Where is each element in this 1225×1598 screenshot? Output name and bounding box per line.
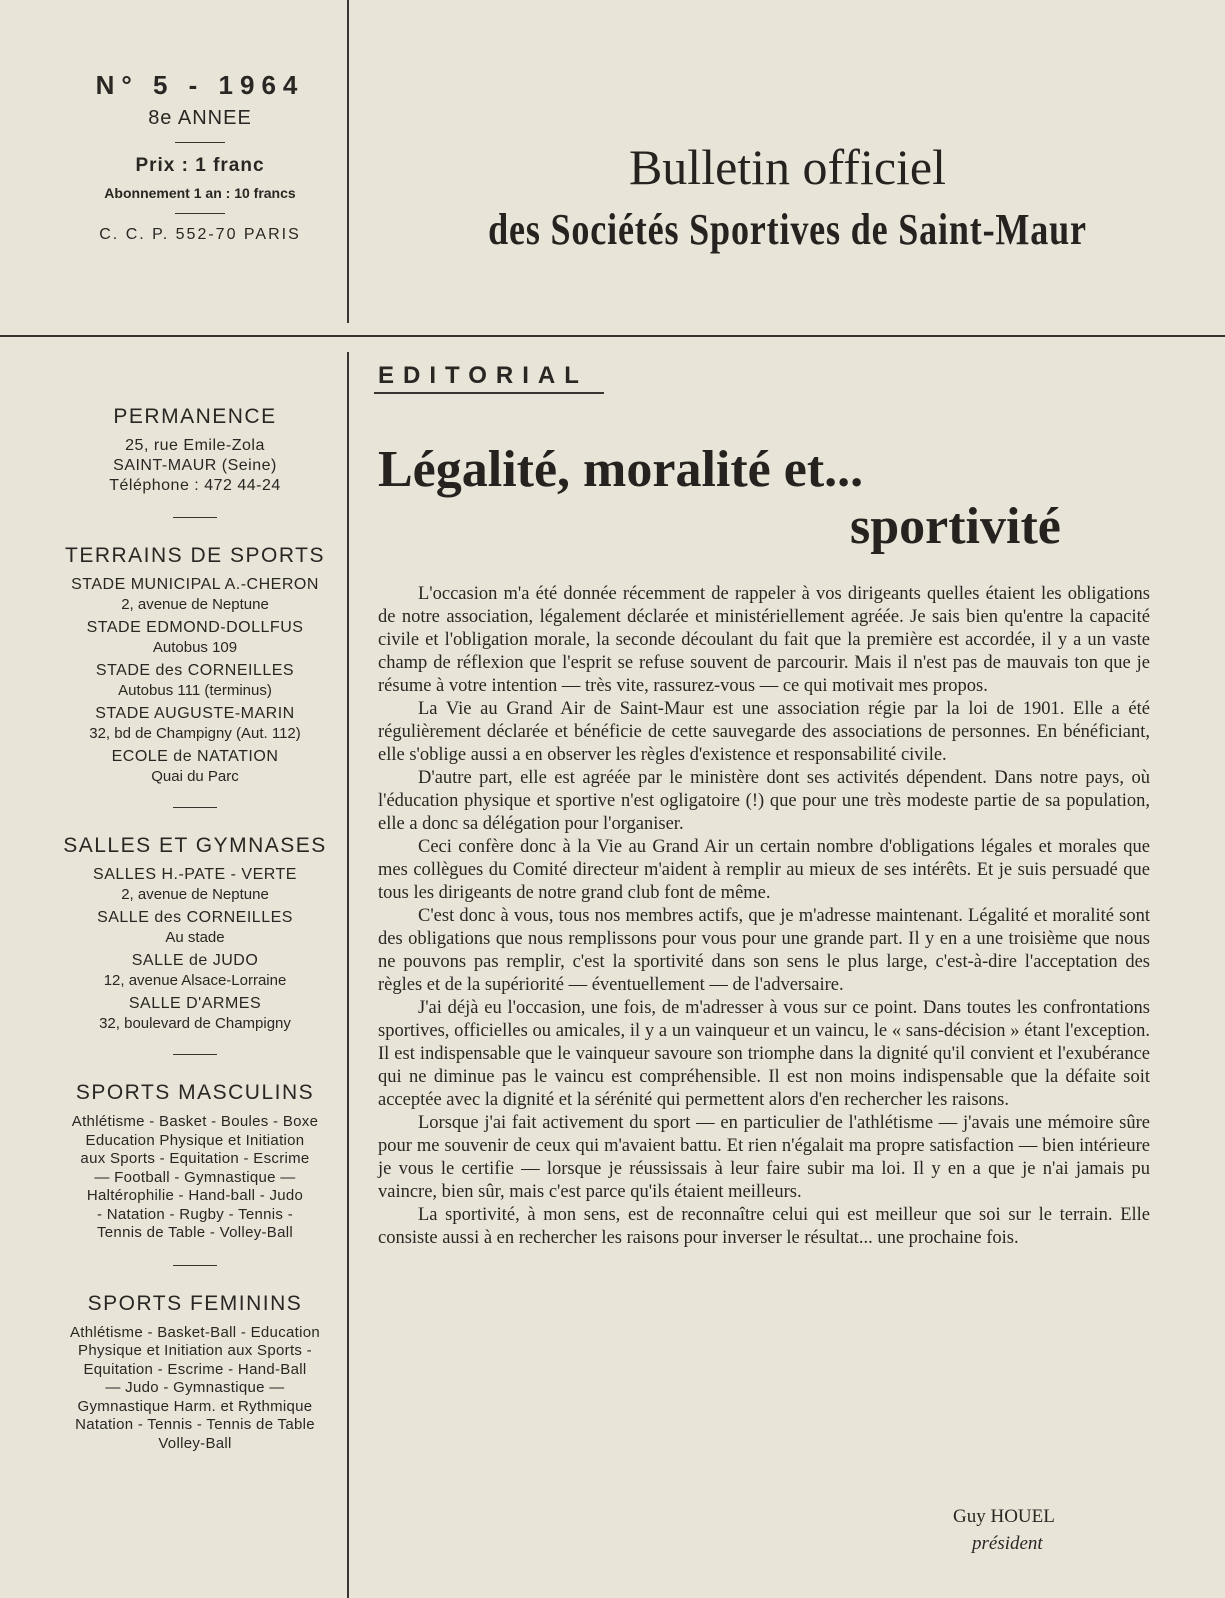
ccp-account: C. C. P. 552-70 PARIS (99, 226, 301, 243)
article-paragraph: D'autre part, elle est agréée par le ministère dont ses activités dépendent. Dans notre pays, où l'éducation physique et sportive n'est ogligatoire (!) que pour une très modeste partie de sa population, elle a donc sa délégation pour l'organiser. (378, 768, 1150, 834)
article-body (378, 583, 1150, 1250)
article-paragraph: C'est donc à vous, tous nos membres actifs, que je m'adresse maintenant. Légalité et moralité sont des obligations que nous remplissons pour vous pour une grande part. Il y en a une troisième que nous ne pouvons pas remplir, c'est la sportivité dans son sens le plus large, c'est-à-dire l'acceptation des règles et de la supériorité — éventuellement — de l'adversaire. (378, 906, 1150, 995)
venue-item (40, 952, 350, 989)
address-line: SAINT-MAUR (Seine) (113, 457, 277, 474)
sports-line: Tennis de Table - Volley-Ball (96, 1224, 294, 1241)
sports-line: Physique et Initiation aux Sports - (78, 1342, 312, 1359)
venue-name: STADE des CORNEILLES (95, 662, 295, 679)
article-paragraph: Lorsque j'ai fait activement du sport — en particulier de l'athlétisme — j'avais une mémoire sûre pour me souvenir de ceux qui m'avaient battu. Et rien n'égalait ma propre satisfaction — bien intérieure je vous le certifie — lorsque je réussissais à leur faire subir ma loi. Il y en a que je n'ai jamais pu vaincre, bien sûr, mais c'est parce qu'ils étaient meilleurs. (378, 1113, 1150, 1202)
subscription: Abonnement 1 an : 10 francs (104, 185, 296, 201)
venue-detail: 2, avenue de Neptune (121, 886, 269, 903)
feminins-heading: SPORTS FEMININS (87, 1291, 303, 1315)
venue-item (40, 995, 350, 1032)
venue-item (40, 748, 350, 785)
venue-item (40, 662, 350, 699)
venue-name: SALLE des CORNEILLES (97, 909, 293, 926)
venue-item (40, 619, 350, 656)
venue-detail: Au stade (165, 929, 225, 946)
section-label: EDITORIAL (378, 362, 588, 389)
venue-detail: Autobus 111 (terminus) (118, 682, 272, 699)
sidebar (40, 405, 350, 1453)
venue-name: STADE AUGUSTE-MARIN (95, 705, 295, 722)
sports-line: Equitation - Escrime - Hand-Ball (83, 1360, 307, 1378)
signature-name: Guy HOUEL (953, 1506, 1055, 1527)
masthead-horizontal-divider (0, 335, 1225, 337)
section-underline (374, 392, 604, 394)
venue-detail: 2, avenue de Neptune (121, 596, 269, 613)
sports-line: Natation - Tennis - Tennis de Table (75, 1416, 315, 1433)
venue-name: SALLE D'ARMES (128, 995, 262, 1012)
sports-line: aux Sports - Equitation - Escrime (80, 1150, 310, 1167)
year-label: 8e ANNEE (148, 107, 252, 129)
phone-line: Téléphone : 472 44-24 (109, 477, 281, 494)
sports-line: Gymnastique Harm. et Rythmique (77, 1397, 313, 1415)
article-paragraph: J'ai déjà eu l'occasion, une fois, de m'adresser à vous sur ce point. Dans toutes les confrontations sportives, officielles ou amicales, il y a un vainqueur et un vaincu, le « sans-décision » étant l'exception. Il est indispensable que le vainqueur savoure son triomphe dans la dignité qu'il convient et l'exubérance qui ne diminue pas le vaincu est compréhensible. Il est non moins indispensable que la défaite soit acceptée avec la dignité et la sérénité qui permettent alors d'en rechercher les raisons. (378, 998, 1150, 1110)
dash-divider (173, 517, 217, 518)
dash-divider (173, 1265, 217, 1266)
dash-divider (175, 142, 225, 143)
article-paragraph: Ceci confère donc à la Vie au Grand Air un certain nombre d'obligations légales et morales que mes collègues du Comité directeur m'aident à remplir au mieux de ses intérêts. Et je suis persuadé que tous les dirigeants de notre grand club font de même. (378, 837, 1150, 903)
venue-item (40, 705, 350, 742)
sports-line: Education Physique et Initiation (85, 1131, 305, 1149)
venue-name: SALLE de JUDO (131, 952, 259, 969)
sports-line: — Football - Gymnastique — (94, 1168, 296, 1186)
masculins-heading: SPORTS MASCULINS (75, 1081, 315, 1104)
masthead-title-block (350, 138, 1225, 255)
venue-item (40, 909, 350, 946)
signature-title: président (972, 1533, 1043, 1554)
issue-number: N° 5 - 1964 (95, 70, 305, 100)
headline-line-1: Légalité, moralité et... (378, 441, 864, 498)
article-paragraph: La Vie au Grand Air de Saint-Maur est une association régie par la loi de 1901. Elle a été régulièrement déclarée et bénéficie de cette sauvegarde des associations de personnes. En bénéficiant, elle s'oblige aussi a en observer les règles d'existence et responsabilité civile. (378, 699, 1150, 765)
article-paragraph: L'occasion m'a été donnée récemment de rappeler à vos dirigeants quelles étaient les obligations de notre association, légalement déclarée et ministériellement agréée. Je sais bien qu'entre la capacité civile et l'obligation morale, la seconde découlant du fait que la première est accordée, il y a un vaste champ de réflexion que l'esprit se refuse souvent de parcourir. Mais il n'est pas de mauvais ton que je résume à votre intention — très vite, rassurez-vous — ce qui motivait mes propos. (378, 584, 1150, 696)
venue-detail: 32, boulevard de Champigny (99, 1015, 291, 1032)
venue-name: SALLES H.-PATE - VERTE (93, 866, 297, 883)
venue-detail: 12, avenue Alsace-Lorraine (103, 972, 287, 989)
sports-line: Volley-Ball (158, 1434, 232, 1452)
headline-line-2: sportivité (850, 498, 1061, 555)
sports-line: Athlétisme - Basket - Boules - Boxe (71, 1113, 319, 1130)
address-line: 25, rue Emile-Zola (125, 437, 265, 454)
dash-divider (173, 807, 217, 808)
article-paragraph: La sportivité, à mon sens, est de reconnaître celui qui est meilleur que soi sur le terrain. Elle consiste aussi à en rechercher les raisons pour inverser le résultat... une prochaine fois. (378, 1205, 1150, 1248)
terrains-heading: TERRAINS DE SPORTS (65, 544, 325, 567)
venue-name: STADE EDMOND-DOLLFUS (86, 619, 304, 636)
venue-item (40, 576, 350, 613)
sports-line: - Natation - Rugby - Tennis - (96, 1205, 293, 1223)
sports-line: Haltérophilie - Hand-ball - Judo (86, 1187, 304, 1204)
venue-name: ECOLE de NATATION (111, 748, 279, 765)
venue-item (40, 866, 350, 903)
dash-divider (175, 213, 225, 214)
sports-line: — Judo - Gymnastique — (105, 1379, 285, 1396)
permanence-heading: PERMANENCE (113, 405, 277, 428)
venue-detail: Quai du Parc (151, 768, 239, 785)
price: Prix : 1 franc (135, 155, 265, 176)
bulletin-title: Bulletin officiel (628, 139, 947, 195)
sports-line: Athlétisme - Basket-Ball - Education (69, 1323, 321, 1341)
venue-detail: 32, bd de Champigny (Aut. 112) (89, 725, 301, 742)
masthead-info (40, 70, 360, 244)
venue-name: STADE MUNICIPAL A.-CHERON (71, 576, 319, 593)
venue-detail: Autobus 109 (152, 639, 238, 656)
salles-heading: SALLES ET GYMNASES (63, 834, 327, 857)
dash-divider (173, 1054, 217, 1055)
bulletin-subtitle: des Sociétés Sportives de Saint-Maur (488, 205, 1087, 254)
